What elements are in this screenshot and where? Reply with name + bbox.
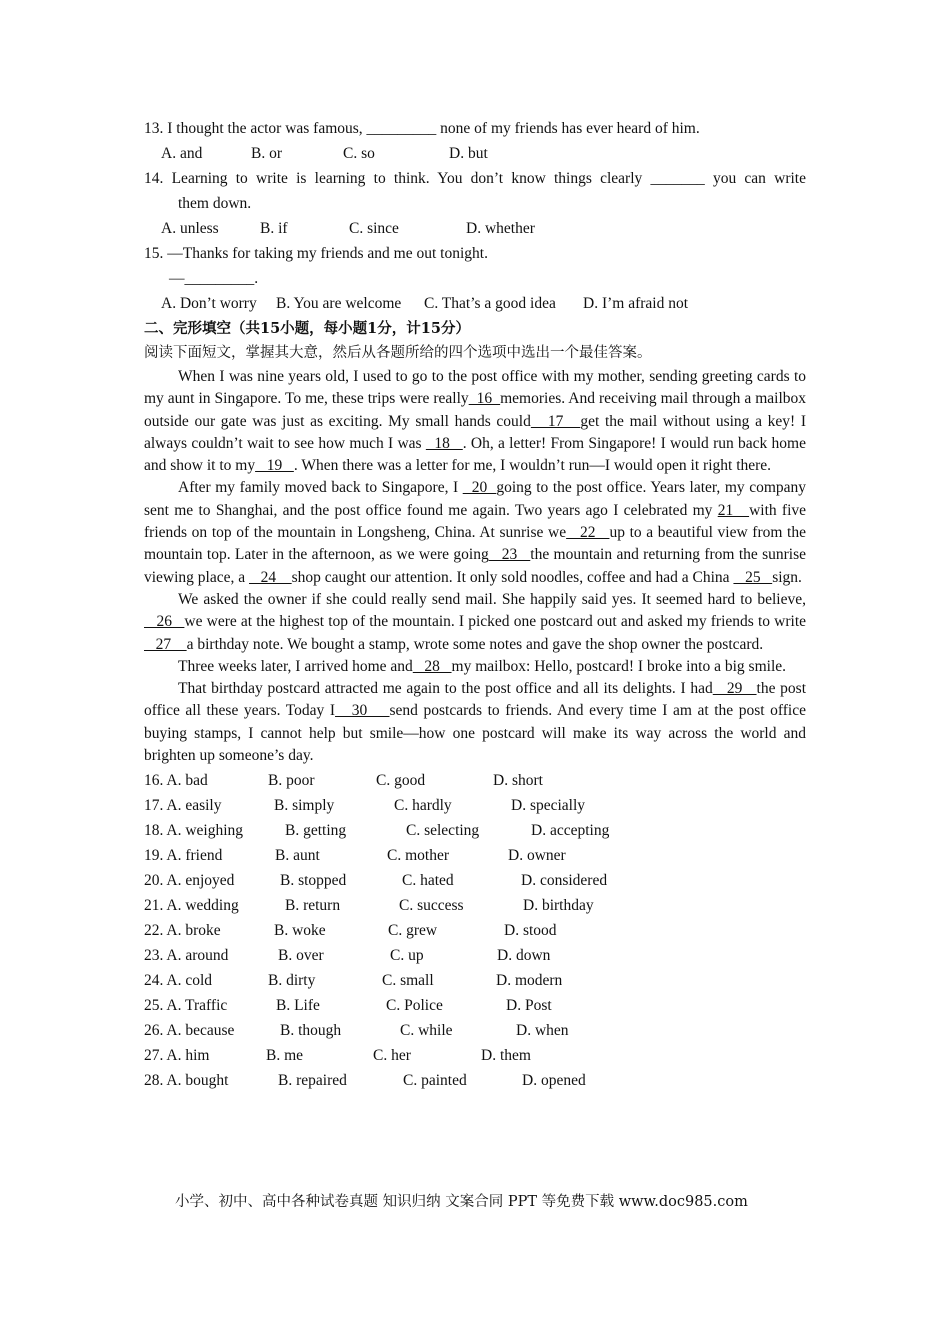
option: B. You are welcome	[276, 295, 402, 312]
blank-18: 18	[425, 434, 463, 452]
section-title: 二、完形填空（共15小题，每小题1分，计15分）	[144, 320, 470, 337]
blank-22: 22	[566, 524, 610, 542]
blank-16: 16	[468, 390, 501, 408]
blank-30: 30	[335, 702, 390, 720]
question-14-stem: 14. Learning to write is learning to think. You don’t know things clearly _______ you can write	[144, 170, 806, 187]
choice-row: 26. A. because B. though C. while D. when	[144, 1022, 569, 1040]
exam-page	[144, 116, 806, 1093]
blank-27: 27	[144, 635, 187, 653]
option: D. but	[449, 145, 488, 162]
choice-row: 25. A. Traffic B. Life C. Police D. Post	[144, 997, 552, 1015]
question-13-stem: 13. I thought the actor was famous, _________ none of my friends has ever heard of him.	[144, 120, 700, 137]
choice-row: 23. A. around B. over C. up D. down	[144, 947, 551, 965]
passage-paragraph: We asked the owner if she could really send mail. She happily said yes. It seemed hard to believe, 26 we were at the highest top of the mountain. I picked one postcard out and asked my friends to write 27 a birthday note. We bought a stamp, wrote some notes and gave the shop owner the postcard.	[144, 590, 807, 653]
passage-paragraph: After my family moved back to Singapore, I 20 going to the post office. Years later, my company sent me to Shanghai, and the post office found me again. Two years ago I celebrated my 21 with five friends on top of the mountain in Longsheng, China. At sunrise we 22 up to a beautiful view from the mountain top. Later in the afternoon, as we were going 23 the mountain and returning from the sunrise viewing place, a 24 shop caught our attention. It only sold noodles, coffee and had a China 25 sign.	[144, 479, 807, 586]
option: D. I’m afraid not	[583, 295, 689, 312]
option: A. and	[161, 145, 203, 162]
question-13-options	[144, 141, 806, 166]
choice-row: 27. A. him B. me C. her D. them	[144, 1047, 531, 1065]
blank-21: 21	[717, 501, 750, 519]
passage-paragraph: That birthday postcard attracted me again to the post office and all its delights. I had 29 the post office all these years. Today I 30 send postcards to friends. And every time I am at the post office buying stamps, I cannot help but smile—how one postcard will make its way across the world and brighten up someone’s day.	[144, 680, 807, 765]
choice-row: 28. A. bought B. repaired C. painted D. opened	[144, 1072, 586, 1090]
blank-29: 29	[712, 680, 757, 698]
blank-24: 24	[249, 568, 292, 586]
section-instruction: 阅读下面短文，掌握其大意，然后从各题所给的四个选项中选出一个最佳答案。	[144, 345, 652, 361]
choice-row: 24. A. cold B. dirty C. small D. modern	[144, 972, 563, 990]
passage-paragraph: When I was nine years old, I used to go to the post office with my mother, sending greeting cards to my aunt in Singapore. To me, these trips were really 16 memories. And receiving mail through a mailbox outside our gate was just as exciting. My small hands could 17 get the mail without using a key! I always couldn’t wait to see how much I was 18 . Oh, a letter! From Singapore! I would run back home and show it to my 19 . When there was a letter for me, I wouldn’t run—I would open it right there.	[144, 368, 807, 475]
option: C. so	[343, 145, 375, 162]
question-14-options	[144, 216, 806, 241]
blank-25: 25	[733, 568, 773, 586]
choices-list	[144, 768, 806, 1093]
choice-row: 22. A. broke B. woke C. grew D. stood	[144, 922, 557, 940]
option: C. since	[349, 220, 399, 237]
choice-row: 19. A. friend B. aunt C. mother D. owner	[144, 847, 566, 865]
option: B. if	[260, 220, 288, 237]
option: B. or	[251, 145, 282, 162]
blank-23: 23	[488, 546, 531, 564]
choice-row: 16. A. bad B. poor C. good D. short	[144, 772, 543, 790]
blank-20: 20	[462, 479, 497, 497]
choice-row: 18. A. weighing B. getting C. selecting D. accepting	[144, 822, 610, 840]
question-15-stem: 15. —Thanks for taking my friends and me out tonight.	[144, 245, 488, 262]
blank-17: 17	[530, 412, 581, 430]
blank-19: 19	[255, 457, 294, 475]
question-15-stem-continued: —_________.	[169, 270, 259, 287]
choice-row: 21. A. wedding B. return C. success D. birthday	[144, 897, 594, 915]
question-14-stem-continued: them down.	[178, 195, 252, 212]
page-footer: 小学、初中、高中各种试卷真题 知识归纳 文案合同 PPT 等免费下载 www.doc985.com	[175, 1194, 748, 1210]
cloze-passage	[144, 366, 806, 767]
option: A. unless	[161, 220, 219, 237]
choice-row: 17. A. easily B. simply C. hardly D. specially	[144, 797, 586, 815]
blank-26: 26	[144, 613, 185, 631]
option: D. whether	[466, 220, 535, 237]
passage-paragraph: Three weeks later, I arrived home and 28 my mailbox: Hello, postcard! I broke into a big smile.	[178, 657, 787, 675]
option: C. That’s a good idea	[424, 295, 556, 312]
choice-row: 20. A. enjoyed B. stopped C. hated D. considered	[144, 872, 608, 890]
blank-28: 28	[412, 657, 452, 675]
question-15-options	[144, 291, 806, 316]
option: A. Don’t worry	[161, 295, 257, 312]
